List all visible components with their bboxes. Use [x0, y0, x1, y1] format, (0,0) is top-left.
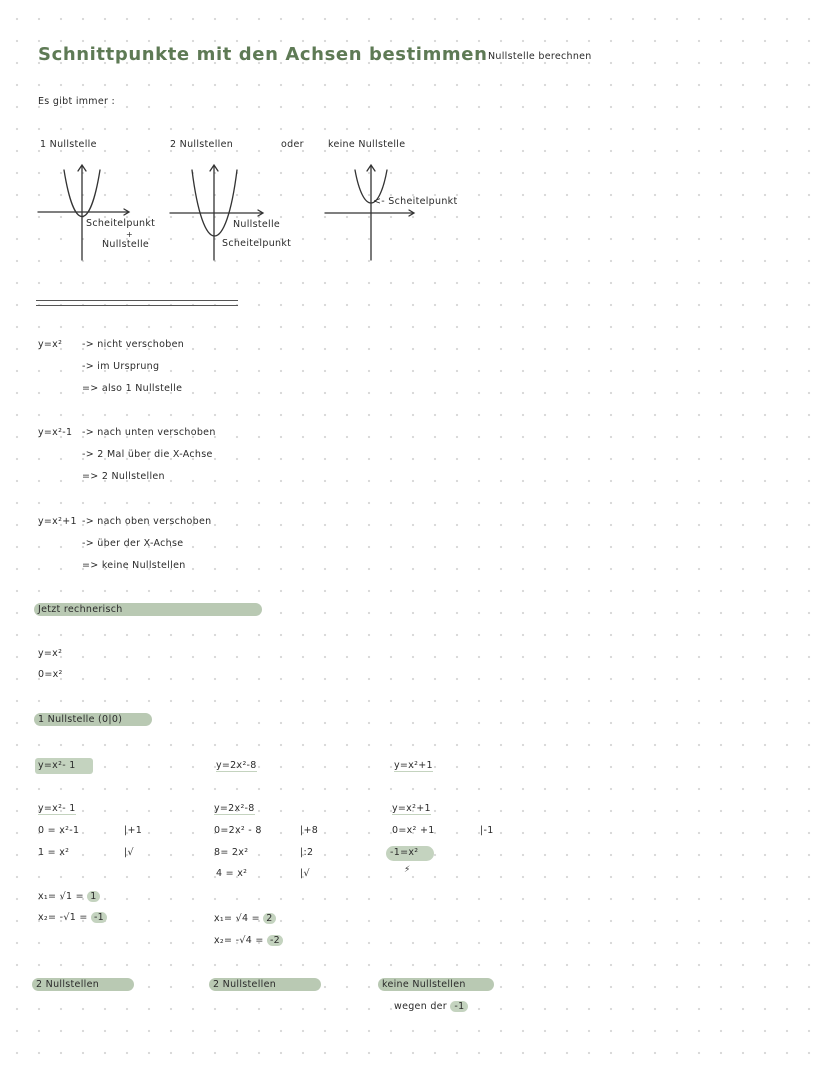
sketch1-plus: +: [126, 230, 134, 239]
shift-note: -> nach oben verschoben: [82, 516, 212, 527]
column2-result: 2 Nullstellen: [213, 979, 277, 990]
sketch2-label-zero: Nullstelle: [233, 219, 281, 230]
column2-op: |+8: [300, 825, 319, 836]
intro-text: Es gibt immer :: [38, 96, 116, 107]
divider-line: [36, 300, 238, 301]
column1-step: y=x²- 1: [38, 803, 76, 814]
sketch1-label-vertex: Scheitelpunkt: [86, 218, 156, 229]
column1-x2: x₂= -√1 = -1: [38, 913, 107, 923]
calc-line: y=x²: [38, 648, 63, 659]
column1-op: |+1: [124, 825, 143, 836]
shift-note: -> nach unten verschoben: [82, 427, 216, 438]
column3-result: keine Nullstellen: [382, 979, 466, 990]
column1-step: 0 = x²-1: [38, 825, 80, 836]
lightning-icon: ⚡: [404, 865, 411, 875]
column2-x2: x₂= -√4 = -2: [214, 936, 283, 946]
shift-note: => keine Nullstellen: [82, 560, 186, 571]
column1-step: 1 = x²: [38, 847, 70, 858]
page-subtitle: Nullstelle berechnen: [488, 51, 592, 62]
shift-eq-3: y=x²+1: [38, 516, 77, 527]
column2-step: y=2x²-8: [214, 803, 255, 814]
sketch2-label-vertex: Scheitelpunkt: [222, 238, 292, 249]
shift-note: => 2 Nullstellen: [82, 471, 165, 482]
column1-x1: x₁= √1 = 1: [38, 892, 100, 902]
column2-step: 8= 2x²: [214, 847, 249, 858]
sketch1-label-zero: Nullstelle: [102, 239, 150, 250]
column3-step: 0=x² +1: [392, 825, 435, 836]
calc-line: 0=x²: [38, 669, 63, 680]
shift-note: -> 2 Mal über die X-Achse: [82, 449, 213, 460]
shift-eq-1: y=x²: [38, 339, 63, 350]
shift-note: -> im Ursprung: [82, 361, 160, 372]
column2-step: 0=2x² - 8: [214, 825, 262, 836]
divider-line: [36, 305, 238, 306]
column2-step: 4 = x²: [216, 868, 248, 879]
column2-op: |√: [300, 868, 310, 879]
case-or: oder: [281, 139, 304, 150]
sketch3-label-vertex: <- Scheitelpunkt: [373, 196, 458, 207]
shift-note: => also 1 Nullstelle: [82, 383, 183, 394]
shift-eq-2: y=x²-1: [38, 427, 73, 438]
case-no-zero: keine Nullstelle: [328, 139, 406, 150]
page-title: Schnittpunkte mit den Achsen bestimmen: [38, 44, 488, 65]
calc-result: 1 Nullstelle (0|0): [38, 714, 123, 725]
column2-x1: x₁= √4 = 2: [214, 914, 276, 924]
column2-head: y=2x²-8: [216, 760, 257, 771]
column1-head: y=x²- 1: [38, 760, 76, 771]
section-heading: Jetzt rechnerisch: [38, 604, 123, 615]
column3-op: |-1: [480, 825, 494, 836]
column1-result: 2 Nullstellen: [36, 979, 100, 990]
shift-note: -> über der X-Achse: [82, 538, 184, 549]
shift-note: -> nicht verschoben: [82, 339, 185, 350]
column3-step: -1=x²: [390, 847, 419, 858]
case-one-zero: 1 Nullstelle: [40, 139, 97, 150]
column2-op: |:2: [300, 847, 314, 858]
case-two-zeros: 2 Nullstellen: [170, 139, 234, 150]
column3-head: y=x²+1: [394, 760, 433, 771]
column3-step: y=x²+1: [392, 803, 431, 814]
column3-reason: wegen der -1: [394, 1002, 468, 1012]
column1-op: |√: [124, 847, 134, 858]
parabola-sketch-no-zero: [323, 162, 423, 262]
